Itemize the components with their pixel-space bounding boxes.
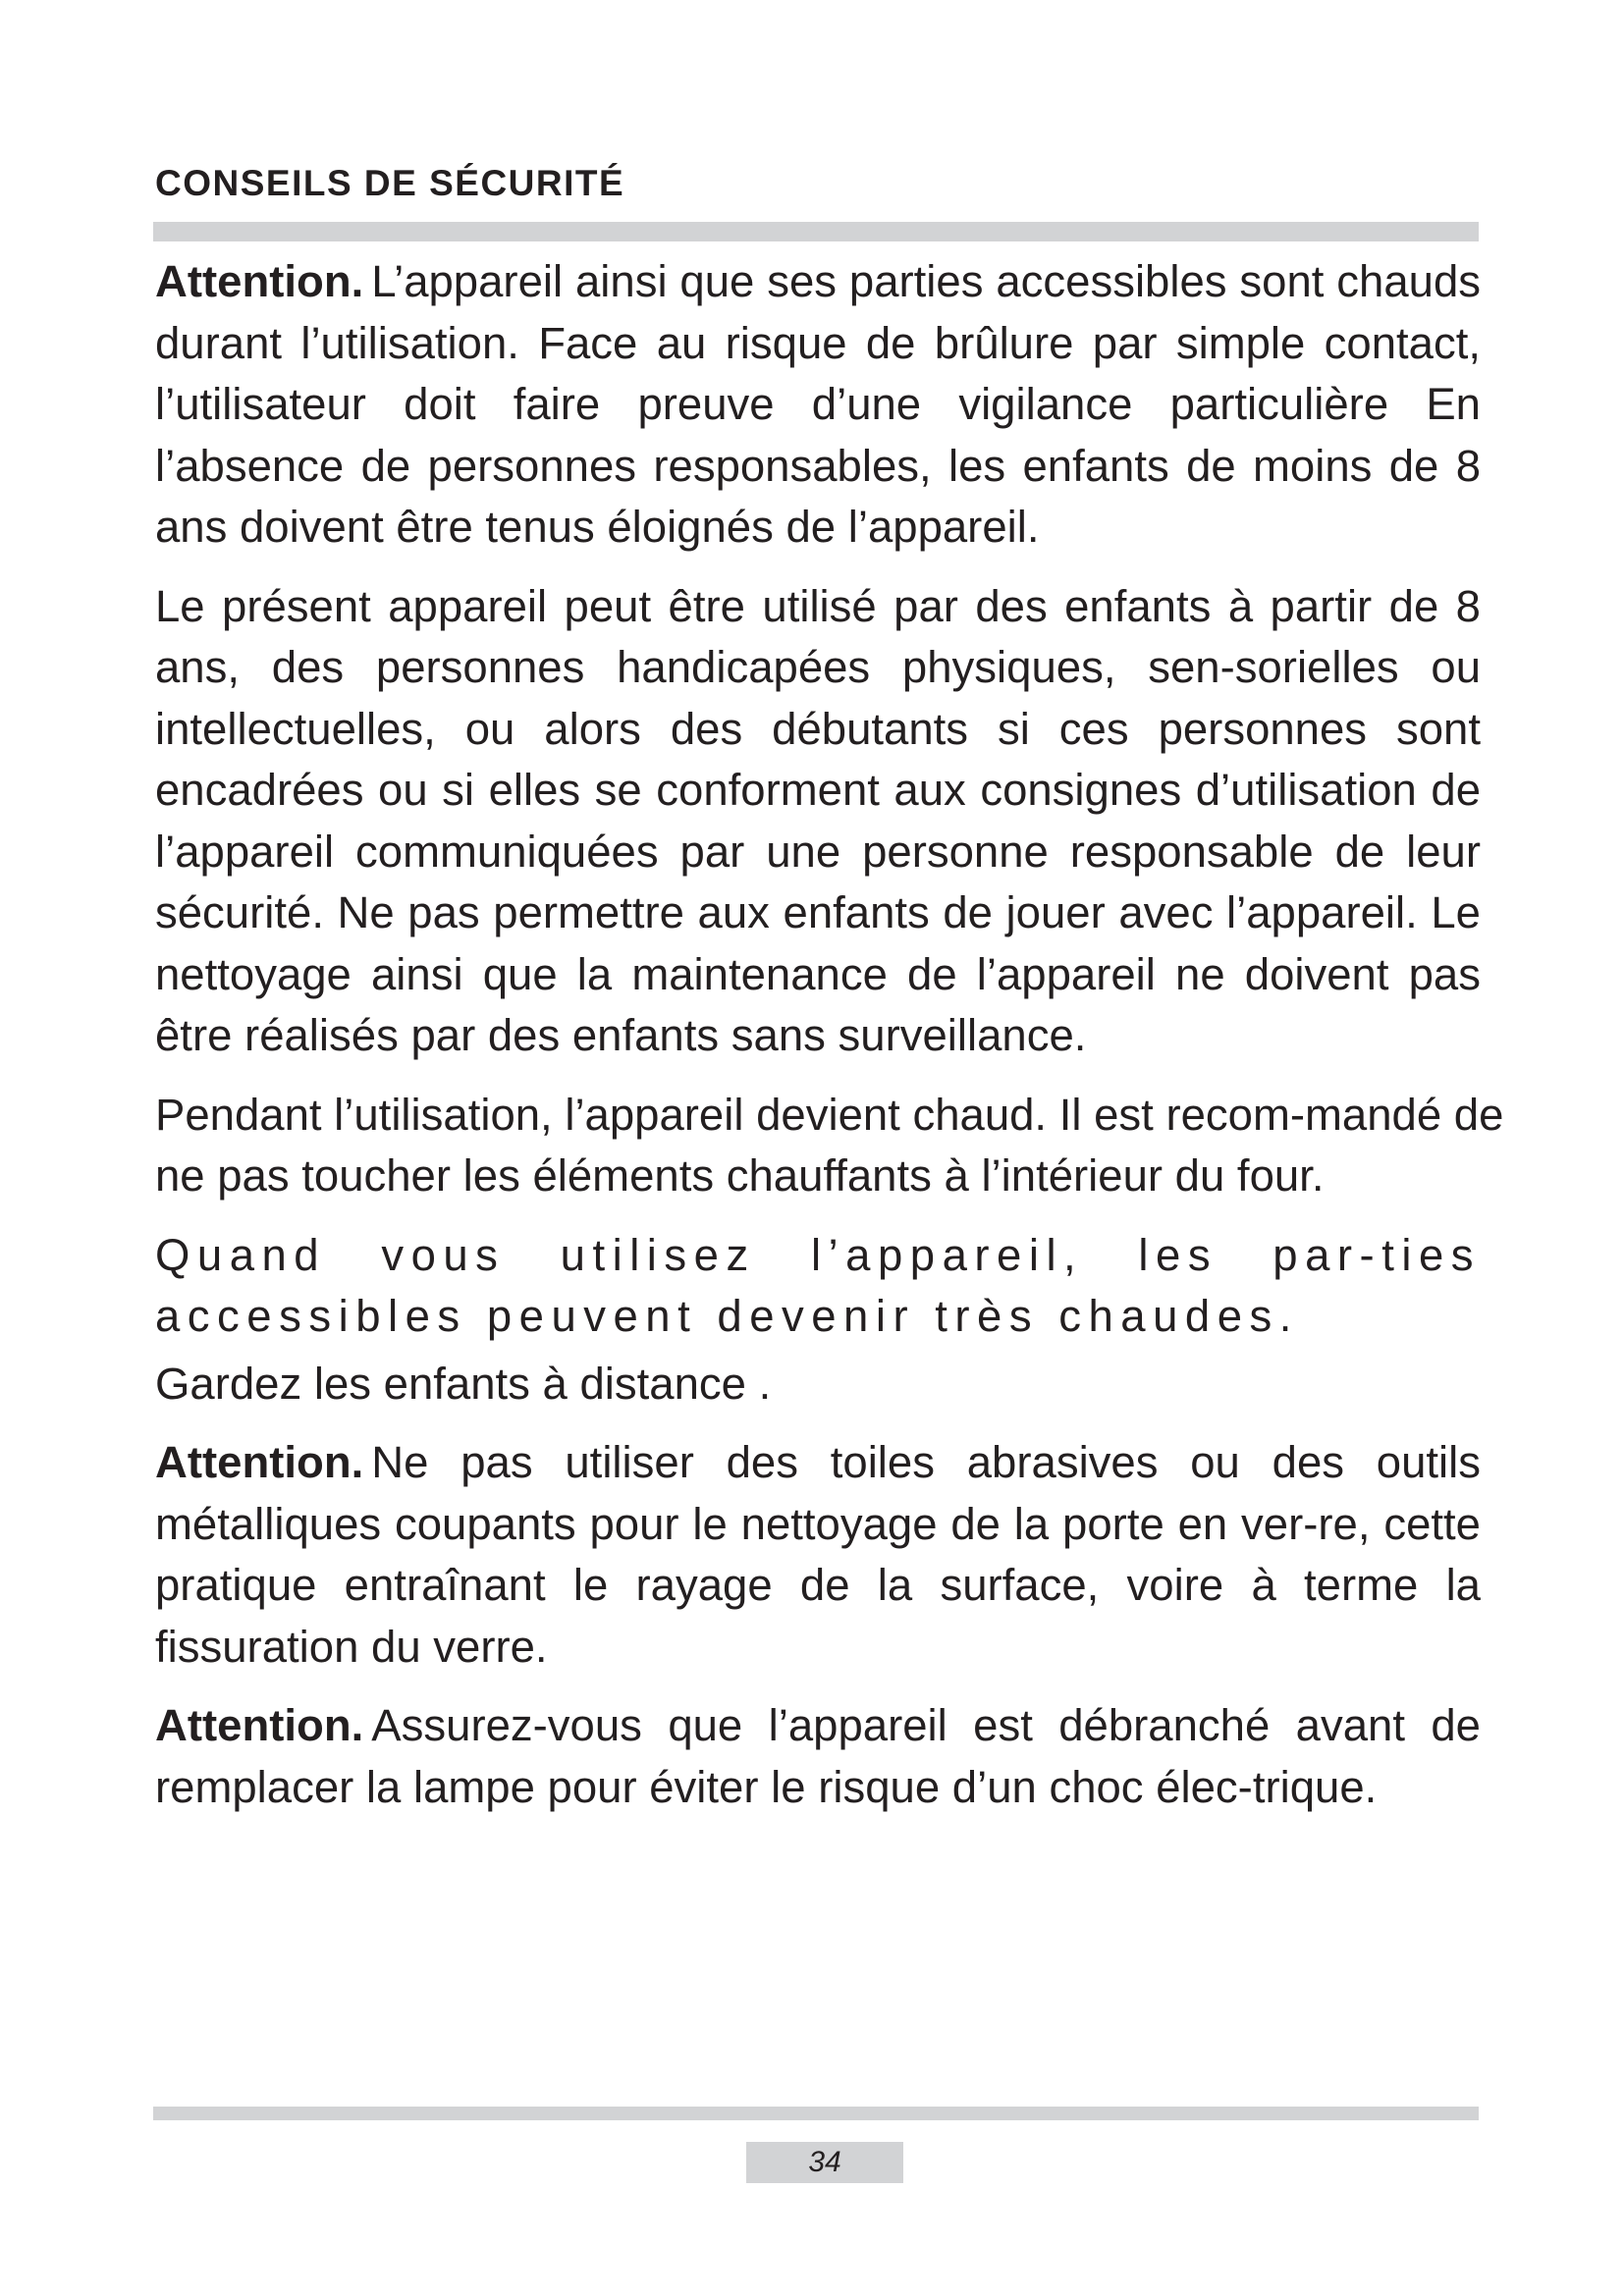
paragraph-text-continued: Gardez les enfants à distance . <box>155 1358 772 1409</box>
paragraph-text: L’appareil ainsi que ses parties accessibles sont chauds durant l’utilisation. Face au risque de brûlure par simple contact, l’utilisateur doit faire preuve d’une vigilance particulière En l’absence de personnes responsables, les enfants de moins de 8 ans doivent être tenus éloignés de l’appareil. <box>155 256 1481 552</box>
safety-content <box>155 251 1504 1836</box>
paragraph-hot-parts-warning <box>155 251 1481 559</box>
section-title: CONSEILS DE SÉCURITÉ <box>155 163 625 203</box>
paragraph-keep-children-away <box>155 1225 1481 1415</box>
paragraph-text: Assurez-vous que l’appareil est débranché avant de remplacer la lampe pour éviter le risque d’un choc élec-trique. <box>155 1700 1481 1812</box>
paragraph-text: Le présent appareil peut être utilisé par des enfants à partir de 8 ans, des personnes handicapées physiques, sen-sorielles ou intellectuelles, ou alors des débutants si ces personnes sont encadrées ou si elles se conforment aux consignes d’utilisation de l’appareil communiquées par une personne responsable de leur sécurité. Ne pas permettre aux enfants de jouer avec l’appareil. Le nettoyage ainsi que la maintenance de l’appareil ne doivent pas être réalisés par des enfants sans surveillance. <box>155 580 1481 1060</box>
paragraph-text: Ne pas utiliser des toiles abrasives ou des outils métalliques coupants pour le nettoyage de la porte en ver-re, cette pratique entraînant le rayage de la surface, voire à terme la fissuration du verre. <box>155 1437 1481 1672</box>
paragraph-children-usage <box>155 576 1481 1067</box>
attention-label: Attention. <box>155 1700 364 1750</box>
paragraph-glass-door-cleaning <box>155 1432 1481 1678</box>
top-divider <box>153 222 1479 241</box>
paragraph-text: Quand vous utilisez l’appareil, les par-ties accessibles peuvent devenir très chaudes. <box>155 1229 1481 1341</box>
attention-label: Attention. <box>155 1437 364 1487</box>
paragraph-text: Pendant l’utilisation, l’appareil devient chaud. Il est recom-mandé de ne pas toucher les éléments chauffants à l’intérieur du four. <box>155 1089 1504 1201</box>
paragraph-lamp-replacement <box>155 1695 1481 1818</box>
bottom-divider <box>153 2107 1479 2120</box>
attention-label: Attention. <box>155 256 364 306</box>
paragraph-heating-elements <box>155 1085 1522 1207</box>
page-number: 34 <box>746 2142 903 2183</box>
